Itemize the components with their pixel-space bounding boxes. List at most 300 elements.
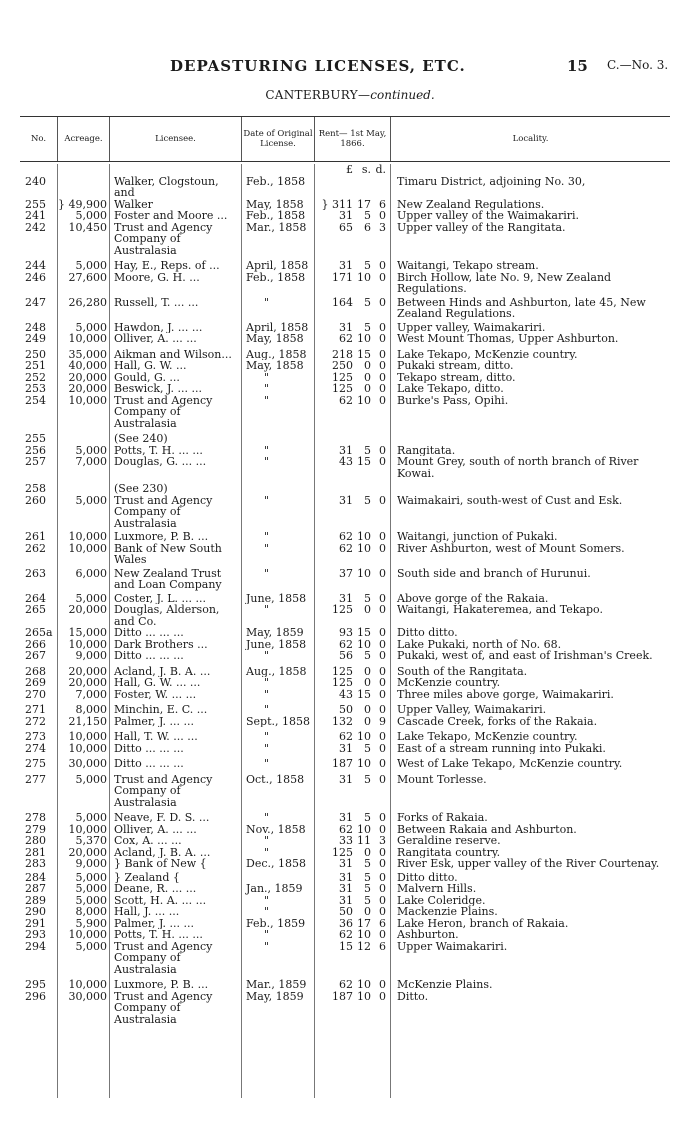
page-number: 15 — [567, 57, 588, 75]
cell-licensee: } Zealand { — [114, 871, 180, 883]
cell-rent — [315, 395, 391, 430]
currency-row — [20, 164, 670, 176]
rent-pounds: 31 — [339, 883, 353, 895]
cell-locality: River Esk, upper valley of the River Courtenay. — [397, 858, 660, 870]
cell-rent — [315, 333, 391, 345]
cell-date: " — [264, 567, 270, 580]
rent-shillings: 10 — [357, 567, 371, 580]
page-title: DEPASTURING LICENSES, ETC. — [170, 57, 466, 75]
cell-licensee: Hawdon, J. ... ... — [114, 321, 203, 333]
column-divider — [57, 164, 58, 1098]
subtitle-main: CANTERBURY— — [265, 88, 371, 102]
document-reference: C.—No. 3. — [607, 58, 669, 72]
cell-acreage — [58, 176, 110, 199]
table-row — [20, 941, 670, 976]
cell-locality: Pukaki, west of, and east of Irishman's Creek. — [397, 650, 653, 662]
cell-no: 262 — [25, 542, 46, 555]
cell-locality: West of Lake Tekapo, McKenzie country. — [397, 758, 623, 770]
cell-rent — [315, 260, 391, 272]
cell-acreage: 30,000 — [68, 990, 107, 1003]
cell-acreage: 5,000 — [75, 812, 107, 824]
cell-date: " — [264, 704, 270, 716]
column-divider — [390, 164, 391, 1098]
rent-shillings — [353, 433, 371, 445]
cell-locality: South side and branch of Hurunui. — [397, 567, 591, 580]
rent-pounds — [321, 176, 353, 199]
cell-no: 265a — [25, 627, 53, 639]
rent-pence: 0 — [379, 592, 386, 604]
cell-date: May, 1859 — [246, 627, 304, 639]
cell-rent — [315, 929, 391, 941]
rent-pence: 0 — [379, 383, 386, 395]
cell-acreage: 10,000 — [68, 929, 107, 941]
rent-shillings: 6 — [364, 221, 371, 234]
table-rows — [20, 176, 670, 1026]
rent-pounds: 33 — [339, 835, 353, 847]
rent-pounds: 250 — [332, 360, 353, 372]
cell-rent — [315, 847, 391, 859]
table-row — [20, 895, 670, 907]
rent-pence: 0 — [379, 871, 386, 883]
cell-date: " — [264, 929, 270, 941]
cell-rent — [315, 593, 391, 605]
cell-date: June, 1858 — [246, 592, 307, 604]
cell-no: 295 — [25, 979, 46, 991]
rent-pence: 0 — [379, 894, 386, 906]
column-header-acreage: Acreage. — [58, 117, 110, 161]
rent-pounds: 31 — [339, 592, 353, 604]
cell-licensee: Trust and Agency Company of Australasia — [114, 494, 213, 529]
cell-date: " — [264, 650, 270, 662]
cell-locality: Between Hinds and Ashburton, late 45, New Zealand Regulations. — [397, 296, 646, 320]
rent-shillings: 5 — [364, 592, 371, 604]
cell-rent — [315, 743, 391, 755]
cell-licensee: Douglas, Alderson, and Co. — [114, 604, 220, 627]
cell-locality: Lake Tekapo, McKenzie country. — [397, 348, 578, 360]
cell-licensee: Ditto ... ... ... — [114, 758, 184, 770]
rent-pounds — [321, 483, 353, 495]
cell-locality: New Zealand Regulations. — [397, 198, 545, 210]
rent-shillings: 10 — [357, 823, 371, 835]
cell-licensee: Moore, G. H. ... — [114, 271, 200, 284]
rent-shillings: 11 — [357, 835, 371, 847]
cell-acreage: 30,000 — [68, 758, 107, 770]
cell-date: " — [264, 677, 270, 689]
table-row — [20, 395, 670, 430]
rent-pence: 0 — [379, 990, 386, 1003]
cell-acreage: 5,000 — [75, 494, 107, 507]
table-row — [20, 872, 670, 884]
cell-date — [242, 483, 315, 495]
cell-acreage: 10,450 — [68, 221, 107, 234]
cell-acreage: 5,000 — [75, 883, 107, 895]
rent-shillings: 10 — [357, 758, 371, 770]
cell-no: 267 — [25, 650, 46, 662]
cell-date: Feb., 1859 — [246, 917, 306, 929]
cell-rent — [315, 835, 391, 847]
cell-acreage: 5,000 — [75, 321, 107, 333]
cell-licensee: Hall, J. ... ... — [114, 906, 180, 918]
cell-locality: Lake Heron, branch of Rakaia. — [397, 917, 569, 929]
cell-rent — [315, 349, 391, 361]
cell-rent — [315, 906, 391, 918]
rent-pence: 0 — [379, 846, 386, 858]
cell-rent — [315, 531, 391, 543]
cell-rent — [315, 895, 391, 907]
table-row — [20, 758, 670, 770]
cell-no: 265 — [25, 604, 46, 616]
cell-rent — [315, 666, 391, 678]
cell-acreage: 5,000 — [75, 894, 107, 906]
cell-date: " — [264, 894, 270, 906]
cell-no: 294 — [25, 940, 46, 953]
page-header — [0, 57, 700, 81]
cell-acreage: 10,000 — [68, 731, 107, 743]
table-row — [20, 176, 670, 199]
currency-pence: d. — [375, 164, 386, 176]
cell-no: 248 — [25, 321, 46, 333]
cell-no: 275 — [25, 758, 46, 770]
cell-rent — [315, 979, 391, 991]
cell-no: 246 — [25, 271, 46, 284]
table-row — [20, 627, 670, 639]
cell-date: Dec., 1858 — [246, 858, 306, 870]
cell-date: Feb., 1858 — [246, 271, 306, 284]
rent-shillings: 10 — [357, 394, 371, 407]
cell-rent — [315, 731, 391, 743]
rent-pence: 0 — [379, 650, 386, 662]
rent-pence: 0 — [379, 742, 386, 754]
cell-date: " — [264, 383, 270, 395]
cell-acreage: 15,000 — [68, 627, 107, 639]
cell-locality: Rangitata country. — [397, 846, 501, 858]
rent-pence: 0 — [379, 371, 386, 383]
cell-licensee: Scott, H. A. ... ... — [114, 894, 207, 906]
cell-locality: Lake Pukaki, north of No. 68. — [397, 638, 562, 650]
cell-rent — [315, 883, 391, 895]
cell-locality: Three miles above gorge, Waimakariri. — [397, 688, 614, 700]
rent-shillings: 5 — [364, 812, 371, 824]
cell-licensee: New Zealand Trust and Loan Company — [114, 567, 222, 591]
cell-licensee: Trust and Agency Company of Australasia — [114, 990, 213, 1025]
table-row — [20, 743, 670, 755]
cell-licensee: Palmer, J. ... ... — [114, 715, 194, 727]
rent-pence: 0 — [379, 627, 386, 639]
rent-shillings: 10 — [357, 638, 371, 650]
rent-shillings: 10 — [357, 990, 371, 1003]
cell-acreage: 10,000 — [68, 333, 107, 345]
rent-pounds: 62 — [339, 333, 353, 345]
cell-no: 250 — [25, 348, 46, 360]
rent-shillings: 0 — [364, 665, 371, 677]
table-row — [20, 260, 670, 272]
rent-pounds: 62 — [339, 542, 353, 555]
cell-licensee: Douglas, G. ... ... — [114, 456, 207, 468]
rent-shillings: 5 — [364, 210, 371, 222]
cell-rent — [315, 322, 391, 334]
table-row — [20, 918, 670, 930]
rent-shillings: 5 — [364, 650, 371, 662]
rent-pounds: 164 — [332, 296, 353, 309]
cell-date: " — [264, 742, 270, 754]
table-row — [20, 979, 670, 991]
rent-pounds: 43 — [339, 456, 353, 468]
cell-rent — [315, 199, 391, 211]
table-row — [20, 483, 670, 495]
cell-licensee: Ditto ... ... ... — [114, 650, 184, 662]
rent-pence: 0 — [379, 665, 386, 677]
cell-locality — [391, 433, 670, 445]
table-row — [20, 568, 670, 591]
cell-date: Aug., 1858 — [246, 348, 307, 360]
cell-rent — [315, 627, 391, 639]
cell-date: Nov., 1858 — [246, 823, 306, 835]
cell-locality: Cascade Creek, forks of the Rakaia. — [397, 715, 598, 727]
cell-no: 271 — [25, 704, 46, 716]
cell-no: 273 — [25, 731, 46, 743]
cell-date: " — [264, 604, 270, 616]
cell-locality: Tekapo stream, ditto. — [397, 371, 516, 383]
cell-no: 279 — [25, 823, 46, 835]
cell-no: 256 — [25, 444, 46, 456]
cell-acreage: 21,150 — [68, 715, 107, 727]
cell-licensee: Walker, Clogstoun, and — [114, 175, 219, 199]
rent-pounds: 50 — [339, 704, 353, 716]
cell-licensee: Neave, F. D. S. ... — [114, 812, 210, 824]
rent-pounds: 125 — [332, 677, 353, 689]
cell-licensee: Trust and Agency Company of Australasia — [114, 221, 213, 256]
rent-pence: 0 — [379, 704, 386, 716]
cell-date: June, 1858 — [246, 638, 307, 650]
cell-date: Feb., 1858 — [246, 175, 306, 188]
table-row — [20, 906, 670, 918]
cell-rent — [315, 858, 391, 870]
rent-shillings: 15 — [357, 456, 371, 468]
rent-pounds: 43 — [339, 688, 353, 700]
cell-acreage: 7,000 — [75, 456, 107, 468]
cell-rent — [315, 222, 391, 257]
cell-locality: Mount Torlesse. — [397, 773, 487, 786]
currency-shillings: s. — [361, 164, 371, 176]
table-row — [20, 210, 670, 222]
subtitle-continued: continued. — [370, 88, 435, 102]
rent-pence: 0 — [379, 360, 386, 372]
rent-pence: 0 — [379, 858, 386, 870]
rent-pounds: 62 — [339, 823, 353, 835]
cell-acreage: 10,000 — [68, 742, 107, 754]
cell-licensee: Ditto ... ... ... — [114, 627, 184, 639]
rent-pence: 0 — [379, 758, 386, 770]
rent-pounds: 218 — [332, 348, 353, 360]
rent-pounds: 125 — [332, 604, 353, 616]
cell-date: May, 1858 — [246, 198, 304, 210]
cell-acreage: 5,000 — [75, 444, 107, 456]
table-body — [20, 164, 670, 1098]
cell-date: Sept., 1858 — [246, 715, 310, 727]
rent-shillings: 10 — [357, 333, 371, 345]
rent-pounds: 62 — [339, 394, 353, 407]
rent-pence: 0 — [379, 333, 386, 345]
cell-no: 260 — [25, 494, 46, 507]
column-header-locality: Locality. — [512, 134, 549, 144]
cell-acreage: 35,000 — [68, 348, 107, 360]
rent-pounds: 125 — [332, 383, 353, 395]
rent-pounds: 93 — [339, 627, 353, 639]
cell-no: 264 — [25, 592, 46, 604]
rent-pence: 0 — [379, 321, 386, 333]
cell-rent — [315, 716, 391, 728]
cell-date: Jan., 1859 — [246, 883, 303, 895]
table-row — [20, 666, 670, 678]
cell-licensee: Trust and Agency Company of Australasia — [114, 394, 213, 429]
rent-pence: 0 — [379, 883, 386, 895]
cell-acreage: 20,000 — [68, 371, 107, 383]
rent-shillings: 0 — [364, 846, 371, 858]
cell-licensee: Aikman and Wilson... — [114, 348, 232, 360]
table-row — [20, 731, 670, 743]
rent-shillings: 5 — [364, 742, 371, 754]
cell-acreage: 5,000 — [75, 773, 107, 786]
cell-licensee: Luxmore, P. B. ... — [114, 531, 209, 543]
cell-locality: Waitangi, Tekapo stream. — [397, 260, 539, 272]
rent-shillings: 10 — [357, 731, 371, 743]
cell-no: 287 — [25, 883, 46, 895]
rent-shillings: 0 — [364, 360, 371, 372]
cell-date — [242, 433, 315, 445]
cell-no: 281 — [25, 846, 46, 858]
rent-pounds: 62 — [339, 638, 353, 650]
table-row — [20, 372, 670, 384]
cell-no: 268 — [25, 665, 46, 677]
rent-shillings: 12 — [357, 940, 371, 953]
cell-no: 249 — [25, 333, 46, 345]
cell-no: 240 — [25, 175, 46, 188]
cell-no: 277 — [25, 773, 46, 786]
rent-pence: 0 — [379, 444, 386, 456]
rent-shillings: 0 — [364, 371, 371, 383]
table-row — [20, 812, 670, 824]
rent-shillings: 0 — [364, 704, 371, 716]
cell-locality: Lake Tekapo, ditto. — [397, 383, 504, 395]
table-row — [20, 360, 670, 372]
rent-shillings: 10 — [357, 929, 371, 941]
cell-locality: Mount Grey, south of north branch of River Kowai. — [397, 456, 639, 479]
cell-date: " — [264, 731, 270, 743]
cell-no: 274 — [25, 742, 46, 754]
rent-pence: 0 — [379, 731, 386, 743]
rent-pounds: 31 — [339, 894, 353, 906]
table-row — [20, 716, 670, 728]
cell-date: May, 1859 — [246, 990, 304, 1003]
cell-date: " — [264, 456, 270, 468]
licenses-table — [20, 116, 670, 1098]
cell-locality: West Mount Thomas, Upper Ashburton. — [397, 333, 619, 345]
cell-licensee: Coster, J. L. ... ... — [114, 592, 206, 604]
rent-pounds: 65 — [339, 221, 353, 234]
cell-acreage: 20,000 — [68, 665, 107, 677]
cell-date: " — [264, 688, 270, 700]
cell-rent — [315, 456, 391, 479]
cell-rent — [315, 812, 391, 824]
cell-no: 257 — [25, 456, 46, 468]
cell-locality: Upper Waimakariri. — [397, 940, 508, 953]
table-row — [20, 929, 670, 941]
cell-acreage: 20,000 — [68, 677, 107, 689]
rent-shillings: 10 — [357, 531, 371, 543]
cell-rent — [315, 297, 391, 320]
cell-no: 241 — [25, 210, 46, 222]
rent-shillings: 15 — [357, 348, 371, 360]
cell-acreage: 26,280 — [68, 296, 107, 309]
rent-pence: 0 — [379, 394, 386, 407]
cell-date: Feb., 1858 — [246, 210, 306, 222]
cell-locality: Lake Tekapo, McKenzie country. — [397, 731, 578, 743]
cell-date — [242, 872, 315, 884]
cell-date: " — [264, 758, 270, 770]
rent-pounds: 36 — [339, 917, 353, 929]
column-divider — [314, 164, 315, 1098]
rent-pounds: 31 — [339, 210, 353, 222]
cell-locality: Birch Hollow, late No. 9, New Zealand Regulations. — [397, 271, 612, 295]
cell-acreage: 20,000 — [68, 383, 107, 395]
table-row — [20, 495, 670, 530]
cell-no: 296 — [25, 990, 46, 1003]
cell-rent — [315, 543, 391, 566]
cell-no: 289 — [25, 894, 46, 906]
cell-date: " — [264, 531, 270, 543]
cell-locality: Ditto ditto. — [397, 871, 458, 883]
rent-pence: 3 — [379, 221, 386, 234]
cell-acreage: 7,000 — [75, 688, 107, 700]
cell-rent — [315, 991, 391, 1026]
rent-pence: 0 — [379, 456, 386, 468]
rent-pence: 0 — [379, 638, 386, 650]
table-row — [20, 774, 670, 809]
table-row — [20, 593, 670, 605]
cell-licensee: (See 230) — [114, 483, 168, 495]
rent-shillings: 10 — [357, 271, 371, 284]
rent-pence: 0 — [379, 567, 386, 580]
cell-acreage: 8,000 — [75, 704, 107, 716]
rent-shillings: 0 — [364, 604, 371, 616]
table-row — [20, 445, 670, 457]
cell-no: 247 — [25, 296, 46, 309]
cell-locality: Pukaki stream, ditto. — [397, 360, 514, 372]
cell-licensee: Palmer, J. ... ... — [114, 917, 194, 929]
cell-date: April, 1858 — [246, 321, 309, 333]
rent-pence: 0 — [379, 271, 386, 284]
cell-acreage: 5,000 — [75, 871, 107, 883]
cell-locality: McKenzie Plains. — [397, 979, 493, 991]
cell-acreage: 5,000 — [75, 210, 107, 222]
cell-acreage: 5,000 — [75, 592, 107, 604]
cell-licensee: Hay, E., Reps. of ... — [114, 260, 220, 272]
rent-shillings: 5 — [364, 773, 371, 786]
table-row — [20, 824, 670, 836]
cell-no: 266 — [25, 638, 46, 650]
rent-pounds: 31 — [339, 444, 353, 456]
rent-pence: 0 — [379, 823, 386, 835]
rent-pence: 0 — [379, 677, 386, 689]
cell-rent — [315, 824, 391, 836]
rent-shillings: 17 — [357, 198, 371, 210]
cell-date: " — [264, 542, 270, 555]
table-row — [20, 689, 670, 701]
cell-locality: McKenzie country. — [397, 677, 501, 689]
cell-rent — [315, 774, 391, 809]
cell-locality: Timaru District, adjoining No. 30, — [397, 175, 586, 188]
cell-acreage: 5,000 — [75, 260, 107, 272]
